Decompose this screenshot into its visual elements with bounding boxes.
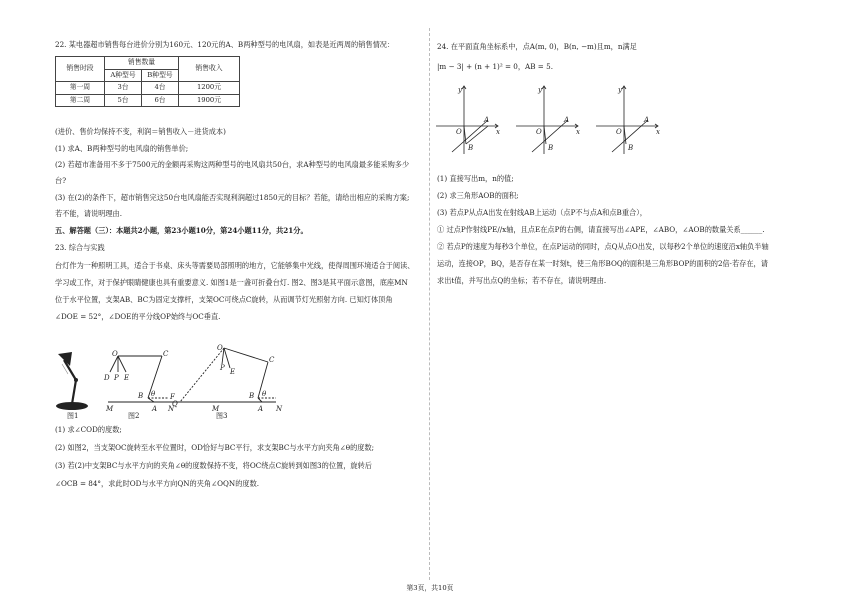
q22-note: (进价、售价均保持不变，利润＝销售收入－进货成本)	[55, 127, 226, 136]
q23-sub2: (2) 如图2，当支架OC旋转至水平位置时，OD恰好与BC平行，求支架BC与水平方向夹角∠θ的度数;	[55, 443, 375, 452]
lamp3-label-m: M	[212, 405, 220, 413]
axis-y-1: y	[458, 86, 462, 94]
th-qty: 销售数量	[105, 57, 179, 70]
lamp-label-c: C	[163, 350, 169, 358]
q22-title: 22. 某电器超市销售每台进价分别为160元、120元的A、B两种型号的电风扇，如表是近两周的销售情况：	[55, 40, 395, 49]
q23-sub3a: (3) 若(2)中支架BC与水平方向的夹角∠θ的度数保持不变，将OC绕点C旋转到如图3的位置，旋转后	[55, 461, 372, 470]
cell-income: 1900元	[179, 94, 240, 107]
q24-line-1: 24. 在平面直角坐标系中，点A(m, 0)，B(n, −m)且m，n满足	[437, 42, 637, 51]
th-period: 销售时段	[56, 57, 105, 82]
axis-y-2: y	[538, 86, 542, 94]
th-a: A种型号	[105, 69, 142, 82]
lamp-label-theta: θ	[151, 390, 156, 398]
lamp-label-o: O	[112, 350, 118, 358]
lamp-photo	[56, 352, 88, 410]
q24-sub2: (2) 求三角形AOB的面积;	[437, 191, 519, 200]
q24-case2b: 运动，连接OP，BQ，是否存在某一时刻t，使三角形BOQ的面积是三角形BOP的面积的2倍·若存在，请	[437, 259, 768, 268]
axis-a-2: A	[564, 116, 570, 124]
lamp-label-n: N	[168, 405, 175, 413]
q24-case1: ① 过点P作射线PE//x轴，且点E在点P的右侧，请直接写出∠APE，∠ABO，∠AOB的数量关系______.	[437, 225, 765, 234]
q24-case2c: 求出t值，并写出点Q的坐标；若不存在，请说明理由.	[437, 276, 607, 285]
lamp-figures	[50, 340, 300, 422]
lamp-label-f: F	[170, 393, 175, 401]
table-row	[56, 94, 240, 107]
axis-x-2: x	[576, 128, 580, 136]
lamp3-label-p: P	[220, 364, 225, 372]
table-row	[56, 82, 240, 95]
axis-x-1: x	[496, 128, 500, 136]
lamp3-label-a: A	[258, 405, 264, 413]
axis-o-3: O	[616, 128, 622, 136]
fig3-caption: 图3	[216, 412, 228, 420]
q23-sub1: (1) 求∠COD的度数;	[55, 425, 122, 434]
lamp3-label-e: E	[230, 368, 236, 376]
page-footer: 第3页，共10页	[406, 584, 454, 592]
q24-case2a: ② 若点P的速度为每秒3个单位，在点P运动的同时，点Q从点O出发，以每秒2个单位的速度沿x轴负半轴	[437, 242, 769, 251]
lamp3-label-q: Q	[172, 400, 178, 408]
q22-sub2b: 台?	[55, 176, 67, 185]
lamp3-label-n: N	[276, 405, 283, 413]
lamp3-label-theta: θ	[262, 390, 267, 398]
sales-table	[55, 56, 240, 107]
lamp3-label-o: O	[217, 344, 223, 352]
q23-title: 23. 综合与实践	[55, 243, 105, 252]
lamp-label-a: A	[152, 405, 158, 413]
q22-sub3b: 若不能，请说明理由.	[55, 209, 122, 218]
q24-line-2: |m − 3| + (n + 1)² = 0，AB = 5.	[437, 62, 553, 71]
q23-para-1: 台灯作为一种照明工具，适合于书桌、床头等需要局部照明的地方，它能够集中光线，使得周围环境适合于阅读、	[55, 261, 415, 270]
lamp-label-d: D	[104, 374, 110, 382]
cell-income: 1200元	[179, 82, 240, 95]
coordinate-figure	[516, 86, 580, 154]
axis-o-1: O	[456, 128, 462, 136]
axis-y-3: y	[618, 86, 622, 94]
axis-a-1: A	[484, 116, 490, 124]
q23-sub3b: ∠OCB = 84°，求此时OD与水平方向QN的夹角∠OQN的度数.	[55, 479, 260, 488]
fig1-caption: 图1	[67, 412, 79, 420]
lamp-label-e: E	[124, 374, 130, 382]
axis-a-3: A	[644, 116, 650, 124]
cell-b: 6台	[142, 94, 179, 107]
lamp3-label-b: B	[249, 392, 255, 400]
q24-sub1: (1) 直接写出m，n的值;	[437, 174, 514, 183]
lamp-label-p: P	[114, 374, 119, 382]
q23-para-3: 位于水平位置，支架AB、BC为固定支撑杆，支架OC可绕点C旋转，从而调节灯光照射方向. 已知灯体顶角	[55, 295, 393, 304]
q22-sub3a: (3) 在(2)的条件下，超市销售完这50台电风扇能否实现利润超过1850元的目标？若能，请给出相应的采购方案;	[55, 193, 410, 202]
column-divider	[429, 28, 430, 580]
cell-period: 第二周	[56, 94, 105, 107]
q23-para-2: 学习或工作，对于保护眼睛健康也具有重要意义. 如图1是一盏可折叠台灯. 图2、图3是其平面示意图，底座MN	[55, 278, 408, 287]
coordinate-figure	[596, 86, 660, 154]
cell-b: 4台	[142, 82, 179, 95]
axis-b-2: B	[548, 144, 554, 152]
th-b: B种型号	[142, 69, 179, 82]
cell-a: 5台	[105, 94, 142, 107]
fig2-caption: 图2	[128, 412, 140, 420]
q22-sub1: (1) 求A、B两种型号的电风扇的销售单价;	[55, 144, 189, 153]
q22-sub2a: (2) 若超市准备用不多于7500元的金额再采购这两种型号的电风扇共50台，求A种型号的电风扇最多能采购多少	[55, 160, 410, 169]
axis-o-2: O	[536, 128, 542, 136]
cell-a: 3台	[105, 82, 142, 95]
axis-b-3: B	[628, 144, 634, 152]
lamp-label-m: M	[106, 405, 114, 413]
lamp3-label-c: C	[269, 356, 275, 364]
q24-sub3: (3) 若点P从点A出发在射线AB上运动（点P不与点A和点B重合），	[437, 208, 647, 217]
cell-period: 第一周	[56, 82, 105, 95]
axis-b-1: B	[468, 144, 474, 152]
lamp-label-b: B	[138, 392, 144, 400]
th-income: 销售收入	[179, 57, 240, 82]
section-heading: 五、解答题（三）：本题共2小题，第23小题10分，第24小题11分，共21分。	[55, 226, 308, 235]
axis-x-3: x	[656, 128, 660, 136]
coordinate-figures	[432, 80, 672, 160]
q23-para-4: ∠DOE = 52°，∠DOE的平分线OP始终与OC垂直.	[55, 312, 221, 321]
